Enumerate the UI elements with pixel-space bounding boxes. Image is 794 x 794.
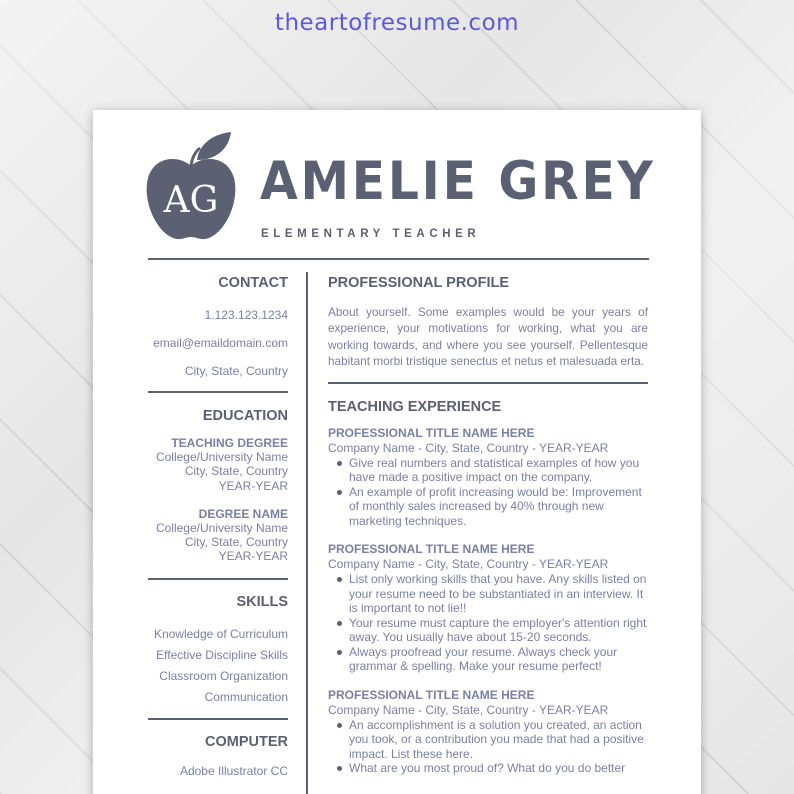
degree-location: City, State, Country [184, 464, 288, 479]
job-title: PROFESSIONAL TITLE NAME HERE [328, 542, 535, 557]
job-bullet: Your resume must capture the employer's attention right away. You usually have about 15-20 seconds. [328, 616, 648, 645]
apple-icon [145, 130, 237, 242]
job-bullets [328, 456, 648, 529]
computer-heading: COMPUTER [205, 733, 288, 750]
degree-school: College/University Name [155, 450, 288, 464]
job-entry [328, 688, 648, 776]
candidate-name: AMELIE GREY [260, 151, 656, 212]
education-divider [148, 578, 288, 580]
job-bullet: Give real numbers and statistical examples of how you have made a positive impact on the company. [328, 456, 648, 485]
job-entry [328, 542, 648, 674]
degree-years: YEAR-YEAR [218, 549, 288, 564]
job-bullet: Always proofread your resume. Always check your grammar & spelling. Make your resume perfect! [328, 645, 648, 674]
job-company: Company Name - City, State, Country - YEAR-YEAR [328, 702, 609, 717]
profile-heading: PROFESSIONAL PROFILE [328, 275, 510, 291]
job-bullet: What are you most proud of? What do you do better [328, 761, 648, 776]
right-column [328, 272, 648, 776]
contact-location: City, State, Country [184, 364, 288, 378]
degree-school: College/University Name [155, 520, 288, 535]
degree-name: TEACHING DEGREE [171, 436, 288, 450]
skill-item: Knowledge of Curriculum [153, 626, 288, 641]
job-bullet: List only working skills that you have. Any skills listed on your resume need to be substantiated in an interview. It is important to not lie!! [328, 572, 648, 616]
job-title: PROFESSIONAL TITLE NAME HERE [328, 687, 535, 702]
job-bullet: An example of profit increasing would be: Improvement of monthly sales increased by 40% through new marketing techniques. [328, 485, 648, 529]
monogram-text: AG [163, 180, 219, 221]
degree-entry [148, 436, 288, 493]
apple-leaf [197, 132, 231, 160]
profile-divider [328, 382, 648, 384]
computer-item: Adobe Illustrator CC [179, 763, 288, 778]
skills-heading: SKILLS [236, 593, 288, 610]
job-bullets [328, 718, 648, 776]
degree-entry [148, 507, 288, 564]
contact-heading: CONTACT [218, 275, 288, 291]
job-bullets [328, 572, 648, 674]
skills-divider [148, 718, 288, 720]
degree-years: YEAR-YEAR [218, 478, 288, 493]
header-divider [148, 258, 649, 260]
job-entry [328, 426, 648, 529]
job-company: Company Name - City, State, Country - YEAR-YEAR [328, 557, 609, 572]
resume-page [93, 110, 701, 794]
experience-heading: TEACHING EXPERIENCE [328, 398, 502, 415]
left-column [148, 272, 288, 778]
contact-email[interactable]: email@emaildomain.com [153, 336, 288, 350]
apple-logo-svg [145, 130, 237, 242]
skill-item: Classroom Organization [159, 668, 288, 683]
profile-text: About yourself. Some examples would be your years of experience, your motivations for working, what you are working towards, and where you see yourself. Pellentesque habitant morbi tristique senectus et netus et malesuada erta. [328, 305, 648, 369]
job-company: Company Name - City, State, Country - YEAR-YEAR [328, 440, 609, 455]
candidate-title: ELEMENTARY TEACHER [261, 228, 481, 240]
job-bullet: An accomplishment is a solution you created, an action you took, or a contribution you made that had a positive impact. List these here. [328, 718, 648, 762]
contact-phone: 1.123.123.1234 [204, 308, 288, 322]
skill-item: Effective Discipline Skills [156, 647, 288, 662]
site-url[interactable]: theartofresume.com [274, 10, 520, 36]
contact-divider [148, 391, 288, 393]
job-title: PROFESSIONAL TITLE NAME HERE [328, 425, 535, 440]
degree-name: DEGREE NAME [198, 506, 288, 521]
degree-location: City, State, Country [184, 535, 288, 550]
column-divider [306, 272, 308, 794]
education-heading: EDUCATION [202, 408, 288, 424]
skill-item: Communication [204, 689, 288, 704]
